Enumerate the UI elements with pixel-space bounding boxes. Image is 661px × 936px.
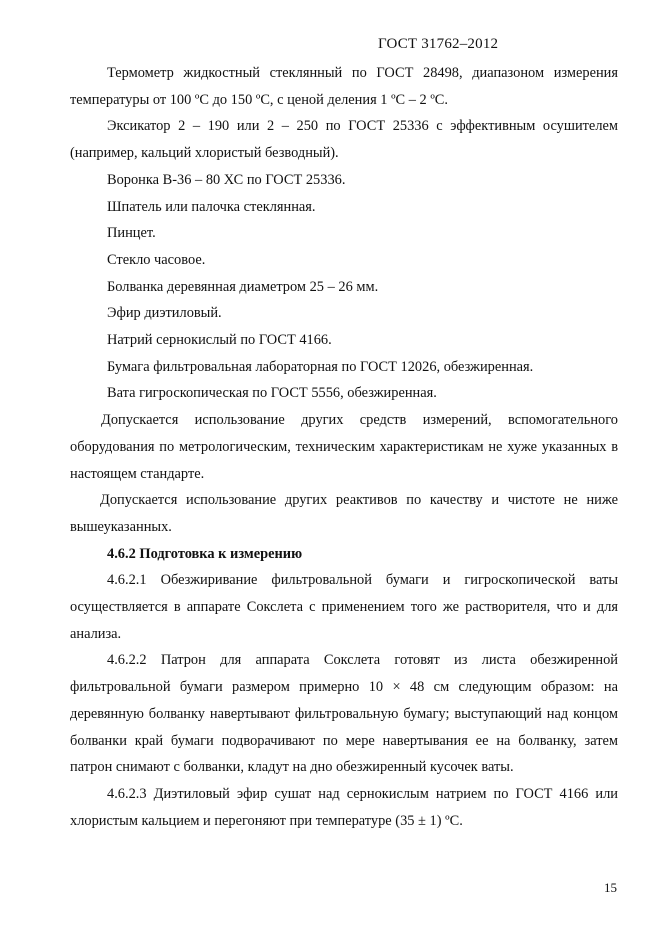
paragraph-other-reagents: Допускается использование других реактивов по качеству и чистоте не ниже вышеуказанных.	[70, 492, 618, 535]
paragraph-thermometer: Термометр жидкостный стеклянный по ГОСТ 28498, диапазоном измерения температуры от 100 ºС до 150 ºС, с ценой деления 1 ºС – 2 ºС.	[70, 65, 618, 108]
list-item-sodium-sulfate: Натрий сернокислый по ГОСТ 4166.	[107, 332, 332, 349]
paragraph-desiccator: Эксикатор 2 – 190 или 2 – 250 по ГОСТ 25336 с эффективным осушителем (например, кальций хлористый безводный).	[70, 118, 618, 162]
list-item-ether: Эфир диэтиловый.	[107, 305, 222, 322]
document-header: ГОСТ 31762–2012	[378, 36, 499, 52]
paragraph-4-6-2-1: 4.6.2.1 Обезжиривание фильтровальной бумаги и гигроскопической ваты осуществляется в аппарате Сокслета с применением того же растворителя, что и для анализа.	[70, 572, 618, 642]
list-item-funnel: Воронка В-36 – 80 ХС по ГОСТ 25336.	[107, 171, 346, 188]
paragraph-4-6-2-3: 4.6.2.3 Диэтиловый эфир сушат над сернокислым натрием по ГОСТ 4166 или хлористым кальцием и перегоняют при температуре (35 ± 1) ºС.	[70, 785, 618, 829]
page-body	[70, 60, 618, 834]
list-item-watch-glass: Стекло часовое.	[107, 251, 206, 268]
list-item-wooden-blank: Болванка деревянная диаметром 25 – 26 мм.	[107, 278, 379, 295]
list-item-spatula: Шпатель или палочка стеклянная.	[107, 198, 316, 215]
list-item-filter-paper: Бумага фильтровальная лабораторная по ГОСТ 12026, обезжиренная.	[107, 358, 534, 375]
list-item-cotton-wool: Вата гигроскопическая по ГОСТ 5556, обезжиренная.	[107, 385, 437, 402]
paragraph-other-instruments: Допускается использование других средств измерений, вспомогательного оборудования по метрологическим, техническим характеристикам не хуже указанных в настоящем стандарте.	[70, 412, 618, 482]
paragraph-4-6-2-2: 4.6.2.2 Патрон для аппарата Сокслета готовят из листа обезжиренной фильтровальной бумаги размером примерно 10 × 48 см следующим образом: на деревянную болванку навертывают фильтровальную бумагу; выступающий над концом болванки край бумаги подворачивают по мере навертывания ее на болванку, затем патрон снимают с болванки, кладут на дно обезжиренный кусочек ваты.	[70, 652, 618, 776]
list-item-tweezers: Пинцет.	[107, 225, 156, 242]
section-heading-preparation: 4.6.2 Подготовка к измерению	[107, 545, 303, 562]
page-number: 15	[604, 880, 617, 895]
